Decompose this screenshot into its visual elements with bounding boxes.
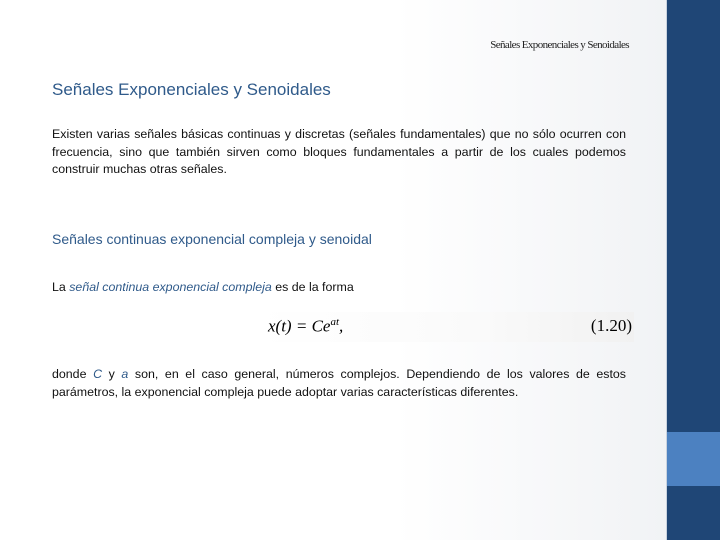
equation-exponent: at (330, 316, 340, 328)
sidebar-block-top (666, 0, 720, 432)
equation (258, 312, 634, 342)
explanation-paragraph (52, 366, 626, 401)
subheading: Señales continuas exponencial compleja y senoidal (52, 231, 372, 247)
definition-prefix: La (52, 280, 70, 294)
equation-formula (268, 316, 343, 337)
equation-number: (1.20) (590, 316, 632, 335)
equation-base: x(t) = Ce (268, 316, 331, 336)
definition-term: señal continua exponencial compleja (69, 280, 272, 294)
explanation-part3: son, en el caso general, números complejos. Dependiendo de los valores de estos parámetros, la exponencial compleja puede adoptar varias características diferentes. (52, 367, 626, 399)
sidebar-divider (666, 0, 667, 540)
definition-paragraph (52, 279, 626, 297)
explanation-part1: donde (52, 367, 94, 381)
variable-a: a (121, 367, 129, 381)
explanation-part2: y (102, 367, 122, 381)
equation-trailing: , (339, 316, 344, 336)
sidebar-block-bottom (666, 486, 720, 540)
sidebar-decoration (666, 0, 720, 540)
page-title: Señales Exponenciales y Senoidales (52, 80, 331, 99)
sidebar-block-accent (666, 432, 720, 486)
header-title: Señales Exponenciales y Senoidales (490, 39, 629, 51)
intro-paragraph: Existen varias señales básicas continuas y discretas (señales fundamentales) que no sólo ocurren con frecuencia, sino que también sirven como bloques fundamentales a partir de los cuales podemos construir muchas otras señales. (52, 127, 626, 176)
definition-suffix: es de la forma (271, 280, 354, 294)
variable-c: C (93, 367, 103, 381)
